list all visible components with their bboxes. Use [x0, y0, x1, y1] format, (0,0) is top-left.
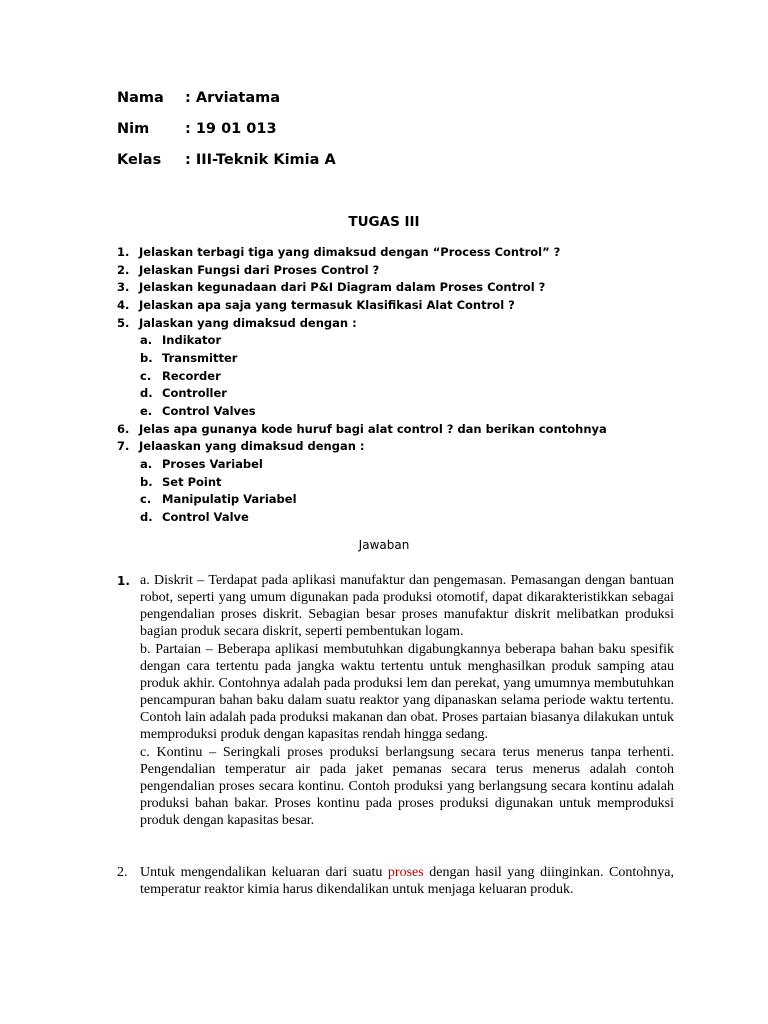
question-number: 3. [117, 280, 130, 294]
identity-value: : 19 01 013 [185, 121, 277, 137]
question-number: 2. [117, 263, 130, 277]
question-number: 6. [117, 422, 130, 436]
sub-item-letter: c. [140, 492, 152, 506]
sub-item-letter: b. [140, 351, 153, 365]
question-text: Jelaskan apa saja yang termasuk Klasifikasi Alat Control ? [139, 298, 515, 312]
sub-item-text: Transmitter [162, 351, 238, 365]
sub-item-text: Manipulatip Variabel [162, 492, 297, 506]
answer-1a-paragraph: a. Diskrit – Terdapat pada aplikasi manufaktur dan pengemasan. Pemasangan dengan bantuan robot, seperti yang umum digunakan pada produksi otomotif, dapat dikarakteristikkan sebagai pengendalian proses diskrit. Sebagian besar proses manufaktur diskrit melibatkan produksi bagian produk secara diskrit, seperti pembentukan logam. [140, 573, 674, 639]
identity-row-nama [117, 90, 280, 106]
sub-item-text: Control Valve [162, 510, 249, 524]
question-text: Jelaaskan yang dimaksud dengan : [139, 439, 365, 453]
answer-2-text-before: Untuk mengendalikan keluaran dari suatu [140, 865, 388, 880]
question-text: Jelaskan terbagi tiga yang dimaksud dengan “Process Control” ? [139, 245, 561, 259]
identity-label: Nim [117, 121, 150, 137]
sub-item-text: Control Valves [162, 404, 256, 418]
sub-item-letter: e. [140, 404, 153, 418]
question-number: 5. [117, 316, 130, 330]
answer-number: 1. [117, 574, 130, 588]
question-text: Jalaskan yang dimaksud dengan : [139, 316, 357, 330]
answer-2-body [140, 864, 674, 898]
answer-number: 2. [117, 865, 128, 880]
identity-label: Nama [117, 90, 164, 106]
question-number: 1. [117, 245, 130, 259]
answer-2-paragraph [140, 864, 674, 898]
answer-2-text-after: dengan hasil yang diinginkan. Contohnya, temperatur reaktor kimia harus dikendalikan untuk menjaga keluaran produk. [140, 865, 674, 897]
answers-heading: Jawaban [358, 538, 410, 552]
sub-item-letter: b. [140, 475, 153, 489]
question-text: Jelaskan kegunadaan dari P&I Diagram dalam Proses Control ? [139, 280, 546, 294]
sub-item-letter: c. [140, 369, 152, 383]
identity-value: : Arviatama [185, 90, 281, 106]
answer-1b-paragraph: b. Partaian – Beberapa aplikasi membutuhkan digabungkannya beberapa bahan baku spesifik dengan cara tertentu pada jangka waktu tertentu untuk menghasilkan produk samping atau produk akhir. Contohnya adalah pada produksi lem dan perekat, yang umumnya membutuhkan pencampuran bahan baku dalam suatu reaktor yang dipanaskan selama periode waktu tertentu. Contoh lain adalah pada produksi makanan dan obat. Proses partaian biasanya dilakukan untuk memproduksi produk dengan kapasitas rendah hingga sedang. [140, 642, 674, 742]
answer-1-body [140, 572, 674, 829]
sub-item-letter: a. [140, 333, 153, 347]
sub-item-text: Set Point [162, 475, 222, 489]
sub-item-text: Controller [162, 386, 227, 400]
sub-item-text: Indikator [162, 333, 222, 347]
answer-1c-paragraph: c. Kontinu – Seringkali proses produksi berlangsung secara terus menerus tanpa terhenti. Pengendalian temperatur air pada jaket pemanas secara terus menerus adalah contoh pengendalian proses secara kontinu. Contoh produksi yang berlangsung secara kontinu adalah produksi bahan bakar. Proses kontinu pada proses produksi digunakan untuk memproduksi produk dengan kapasitas besar. [140, 745, 674, 828]
sub-item-letter: a. [140, 457, 153, 471]
sub-item-letter: d. [140, 510, 153, 524]
identity-row-nim [117, 121, 277, 137]
question-number: 4. [117, 298, 130, 312]
sub-item-text: Proses Variabel [162, 457, 263, 471]
identity-label: Kelas [117, 152, 162, 168]
identity-value: : III-Teknik Kimia A [185, 152, 336, 168]
sub-item-letter: d. [140, 386, 153, 400]
highlighted-word: proses [387, 865, 424, 880]
document-title: TUGAS III [348, 214, 420, 230]
question-text: Jelaskan Fungsi dari Proses Control ? [139, 263, 380, 277]
question-number: 7. [117, 439, 130, 453]
sub-item-text: Recorder [162, 369, 221, 383]
identity-row-kelas [117, 152, 336, 168]
question-text: Jelas apa gunanya kode huruf bagi alat control ? dan berikan contohnya [139, 422, 607, 436]
